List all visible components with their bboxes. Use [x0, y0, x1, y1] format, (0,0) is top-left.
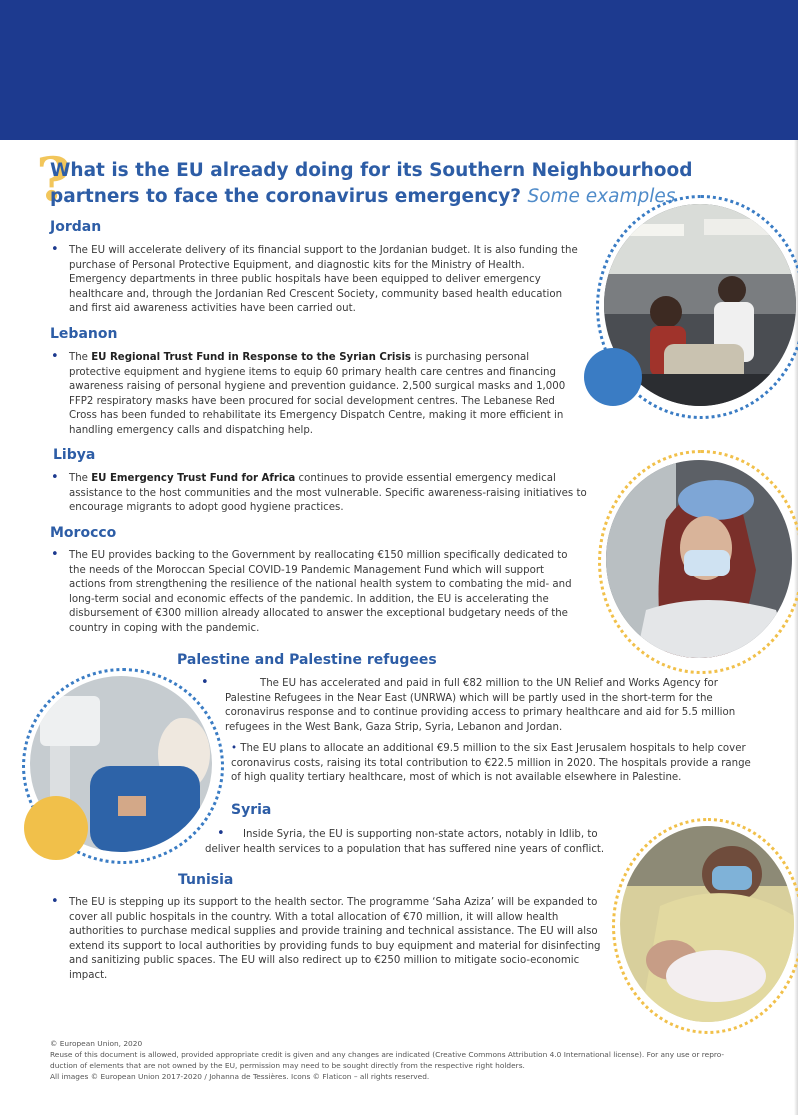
- heading-libya: Libya: [53, 447, 96, 463]
- question-mark-icon: ?: [36, 145, 72, 215]
- libya-fund-name: EU Emergency Trust Fund for Africa: [91, 473, 296, 484]
- heading-syria: Syria: [231, 802, 272, 818]
- paragraph-tunisia: • The EU is stepping up its support to the health sector. The programme ‘Saha Aziza’ will be expanded to cover all public hospitals in the country. With a total allocation of €70 million, it will allow health authorities to purchase medical supplies and provide training and technical assistance. The EU will also extend its support to local authorities by providing funds to buy equipment and material for disinfecting and sanitizing public spaces. The EU will also redirect up to €250 million to mitigate socio-economic impact.: [69, 896, 609, 984]
- page-title-main: What is the EU already doing for its Southern Neighbourhood partners to face the coronavirus emergency?: [50, 160, 693, 207]
- footer-legal: [50, 1038, 770, 1082]
- lebanon-text-pre: The: [69, 352, 92, 363]
- footer-copyright: © European Union, 2020: [50, 1039, 143, 1048]
- palestine-text-2: The EU plans to allocate an additional €9.5 million to the six East Jerusalem hospitals to help cover coronavirus costs, raising its total contribution to €22.5 million in 2020. The hospitals provide a range of high quality tertiary healthcare, most of which is not available elsewhere in Palestine.: [231, 743, 751, 784]
- paragraph-palestine-2: [231, 742, 753, 786]
- heading-lebanon: Lebanon: [50, 326, 118, 342]
- paragraph-libya: [69, 472, 609, 516]
- libya-text-post: continues to provide essential emergency medical assistance to the host communities and the most vulnerable. Specific awareness-raising initiatives to encourage migrants to adopt good hygiene practices.: [69, 473, 587, 514]
- syria-bullet-icon: •: [217, 826, 225, 841]
- footer-license-line-2: duction of elements that are not owned by the EU, permission may need to be sought directly from the respective right holders.: [50, 1061, 525, 1070]
- syria-text: Inside Syria, the EU is supporting non-state actors, notably in Idlib, to deliver health services to a population that has suffered nine years of conflict.: [205, 829, 605, 855]
- palestine-bullet-2-icon: •: [231, 743, 241, 754]
- nurse-mask-photo: [606, 460, 792, 658]
- paragraph-jordan: • The EU will accelerate delivery of its financial support to the Jordanian budget. It is also funding the purchase of Personal Protective Equipment, and diagnostic kits for the Ministry of Health. Emergency departments in three public hospitals have been equipped to deliver emergency healthcare and, through the Jordanian Red Crescent Society, community based health education and first aid awareness activities have been carried out.: [69, 244, 579, 317]
- palestine-text-1: The EU has accelerated and paid in full €82 million to the UN Relief and Works Agency for Palestine Refugees in the Near East (UNRWA) which will be partly used in the short-term for the coronavirus response and to continue providing access to primary healthcare and aid for 5.5 million refugees in the West Bank, Gaza Strip, Syria, Lebanon and Jordan.: [225, 678, 736, 733]
- yellow-accent-dot: [24, 796, 88, 860]
- paragraph-syria: [205, 828, 625, 857]
- page-title-sub: Some examples: [527, 186, 676, 207]
- heading-tunisia: Tunisia: [178, 872, 234, 888]
- footer-license-line-1: Reuse of this document is allowed, provided appropriate credit is given and any changes are indicated (Creative Commons Attribution 4.0 International license). For any use or repro-: [50, 1050, 725, 1059]
- paragraph-lebanon: [69, 351, 579, 439]
- header-banner: [0, 0, 798, 140]
- heading-jordan: Jordan: [50, 219, 102, 235]
- palestine-bullet-icon: •: [201, 675, 209, 690]
- heading-morocco: Morocco: [50, 525, 117, 541]
- newborn-care-photo: [620, 826, 794, 1022]
- paragraph-palestine-1: [201, 675, 753, 735]
- lebanon-fund-name: EU Regional Trust Fund in Response to the Syrian Crisis: [91, 352, 411, 363]
- footer-image-credits: All images © European Union 2017-2020 / Johanna de Tessières. Icons © Flaticon – all rights reserved.: [50, 1072, 430, 1081]
- libya-text-pre: The: [69, 473, 92, 484]
- lebanon-text-post: is purchasing personal protective equipment and hygiene items to equip 60 primary health care centres and financing awareness raising of personal hygiene and prevention guidance. 2,500 surgical masks and 1,000 FFP2 respiratory masks have been procured for social development centres. The Lebanese Red Cross has been funded to rehabilitate its Emergency Dispatch Centre, making it more efficient in handling emergency calls and dispatching help.: [69, 352, 566, 436]
- blue-accent-dot: [584, 348, 642, 406]
- heading-palestine: Palestine and Palestine refugees: [177, 652, 437, 668]
- paragraph-morocco: • The EU provides backing to the Government by reallocating €150 million specifically dedicated to the needs of the Moroccan Special COVID-19 Pandemic Management Fund which will support actions from strengthening the resilience of the national health system to combating the mid- and long-term social and economic effects of the pandemic. In addition, the EU is accelerating the disbursement of €300 million already allocated to answer the exceptional budgetary needs of the country in coping with the pandemic.: [69, 549, 581, 637]
